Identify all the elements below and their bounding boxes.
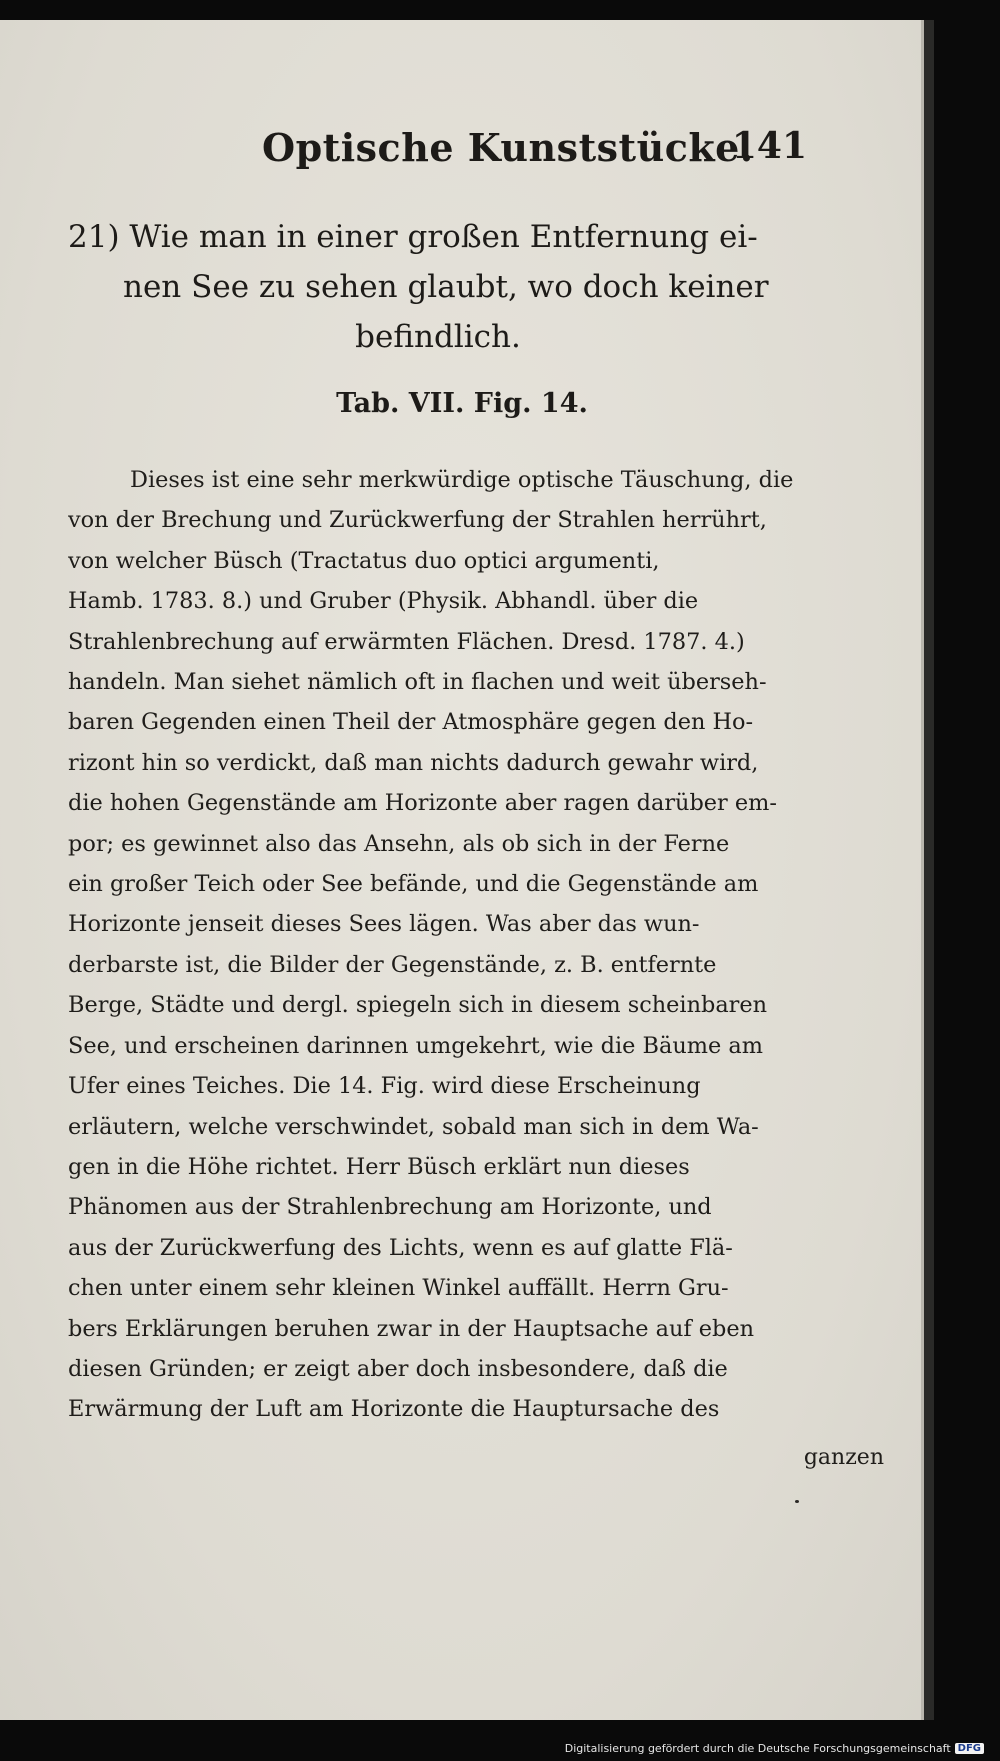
section-title-line: nen See zu sehen glaubt, wo doch keiner	[123, 269, 769, 305]
text-line: Ufer eines Teiches. Die 14. Fig. wird diese Erscheinung	[68, 1073, 701, 1100]
text-line: See, und erscheinen darinnen umgekehrt, wie die Bäume am	[68, 1032, 763, 1059]
section-title-line: 21) Wie man in einer großen Entfernung ei-	[68, 219, 758, 255]
running-title: Optische Kunststücke.	[262, 125, 754, 170]
text-line: Horizonte jenseit dieses Sees lägen. Was aber das wun-	[68, 911, 700, 938]
body-text	[68, 460, 808, 1430]
text-line: Hamb. 1783. 8.) und Gruber (Physik. Abhandl. über die	[68, 588, 699, 615]
text-line: Strahlenbrechung auf erwärmten Flächen. Dresd. 1787. 4.)	[68, 628, 745, 655]
text-line: Dieses ist eine sehr merkwürdige optische Täuschung, die	[130, 467, 794, 493]
dfg-logo: DFG	[955, 1743, 984, 1754]
text-line: von der Brechung und Zurückwerfung der Strahlen herrührt,	[68, 507, 767, 534]
catchword: ganzen	[803, 1445, 884, 1470]
text-line: handeln. Man siehet nämlich oft in flachen und weit überseh-	[68, 669, 767, 696]
text-line: gen in die Höhe richtet. Herr Büsch erklärt nun dieses	[68, 1153, 690, 1180]
section-title-line: befindlich.	[355, 319, 521, 355]
section-title	[68, 212, 808, 362]
text-line: bers Erklärungen beruhen zwar in der Hauptsache auf eben	[68, 1315, 755, 1342]
text-line: derbarste ist, die Bilder der Gegenstände, z. B. entfernte	[68, 951, 717, 978]
text-line: rizont hin so verdickt, daß man nichts dadurch gewahr wird,	[68, 749, 759, 776]
page-number: 141	[731, 125, 807, 167]
text-line: von welcher Büsch (Tractatus duo optici argumenti,	[68, 547, 660, 574]
text-line: ein großer Teich oder See befände, und die Gegenstände am	[68, 871, 759, 898]
digitization-credit	[565, 1742, 984, 1755]
ink-speck	[795, 1500, 799, 1503]
text-line: por; es gewinnet also das Ansehn, als ob sich in der Ferne	[68, 830, 730, 857]
text-line: aus der Zurückwerfung des Lichts, wenn es auf glatte Flä-	[68, 1234, 733, 1261]
page-header	[262, 115, 807, 175]
text-line: Phänomen aus der Strahlenbrechung am Horizonte, und	[68, 1194, 712, 1221]
text-line: Berge, Städte und dergl. spiegeln sich in diesem scheinbaren	[68, 992, 768, 1019]
text-line: die hohen Gegenstände am Horizonte aber ragen darüber em-	[68, 790, 777, 817]
text-line: erläutern, welche verschwindet, sobald man sich in dem Wa-	[68, 1113, 759, 1140]
text-line: chen unter einem sehr kleinen Winkel auffällt. Herrn Gru-	[68, 1275, 729, 1302]
page-edge	[924, 20, 934, 1720]
credit-text: Digitalisierung gefördert durch die Deutsche Forschungsgemeinschaft	[564, 1742, 951, 1755]
figure-reference: Tab. VII. Fig. 14.	[336, 388, 588, 419]
text-line: baren Gegenden einen Theil der Atmosphäre gegen den Ho-	[68, 709, 754, 736]
text-line: Erwärmung der Luft am Horizonte die Hauptursache des	[68, 1396, 720, 1423]
text-line: diesen Gründen; er zeigt aber doch insbesondere, daß die	[68, 1355, 728, 1382]
